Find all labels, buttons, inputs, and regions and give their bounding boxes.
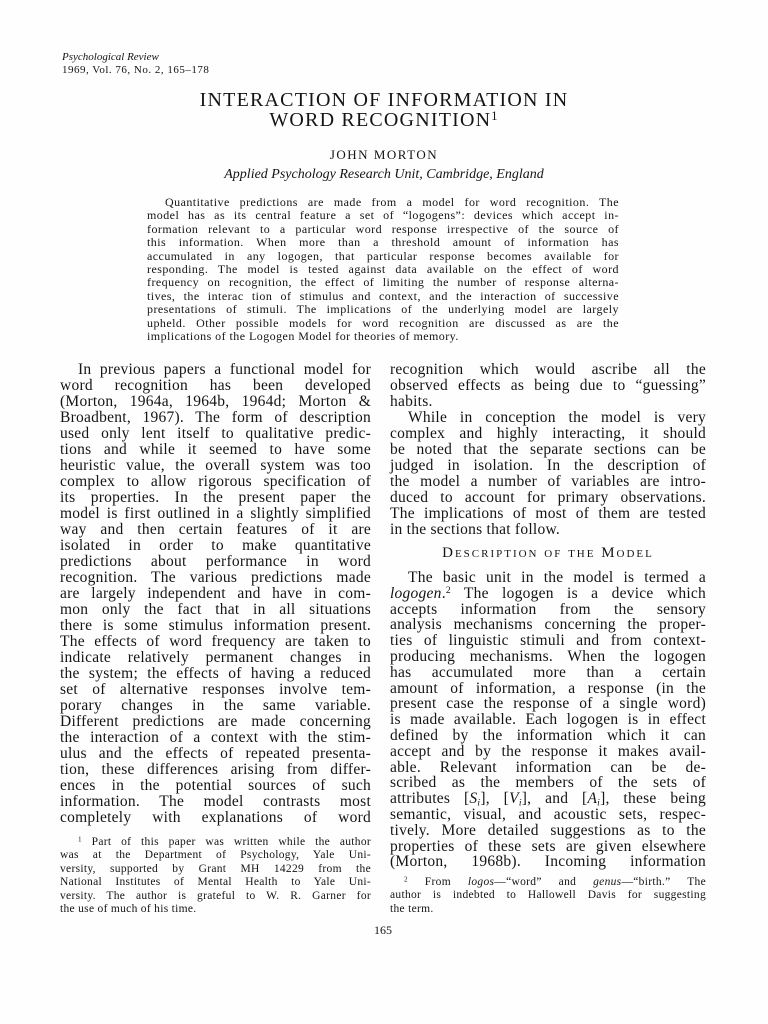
body-text-line: heuristic value, the overall system was too xyxy=(60,457,371,474)
attribute-symbol-v: V xyxy=(509,790,519,808)
body-text-line: in the sections that follow. xyxy=(390,521,561,538)
body-text-line: ties of linguistic stimuli and from context- xyxy=(390,632,706,650)
body-text-line: tions and while it seemed to have some xyxy=(60,441,371,458)
journal-header xyxy=(62,51,209,77)
title-line: INTERACTION OF INFORMATION IN xyxy=(199,89,569,111)
body-text-line: set of alternative responses involve tem- xyxy=(60,681,371,698)
body-text-line: used only lent itself to qualitative predic- xyxy=(60,425,371,442)
body-text-line: analysis mechanisms concerning the proper- xyxy=(390,616,706,634)
footnote-line xyxy=(60,836,371,849)
term-punctuation: . xyxy=(441,584,446,602)
abstract-line: presentations of stimuli. The implications of the underlying model are largely xyxy=(147,302,619,317)
body-text-line: complex to allow rigorous specification of xyxy=(60,473,371,490)
body-text-line: In previous papers a functional model for xyxy=(78,361,371,378)
author-affiliation: Applied Psychology Research Unit, Cambridge, England xyxy=(224,167,544,182)
body-text-line: ences in the potential sources of such xyxy=(60,777,371,794)
author-name: JOHN MORTON xyxy=(329,147,439,162)
body-text-line: there is some stimulus information present. xyxy=(60,617,371,634)
body-text-line: tion, these differences arising from differ- xyxy=(60,761,371,778)
term-logos: logos xyxy=(467,876,495,888)
abstract-line: Quantitative predictions are made from a model for word recognition. The xyxy=(165,195,619,209)
term-logogen: logogen xyxy=(390,584,442,602)
footnote-mark-1: 1 xyxy=(78,835,82,844)
body-text-line: able. Relevant information can be de- xyxy=(390,758,706,776)
journal-name: Psychological Review xyxy=(62,51,159,63)
body-text-line: porary changes in the same variable. xyxy=(60,697,371,714)
body-text-line: properties of these sets are given elsewhere xyxy=(390,837,706,855)
body-text-line: information. The model contrasts most xyxy=(60,793,371,810)
body-text-line: The effects of word frequency are taken to xyxy=(60,633,371,650)
footnote-line: versity. The author is grateful to W. R. Garner for xyxy=(60,889,371,902)
journal-citation: 1969, Vol. 76, No. 2, 165–178 xyxy=(62,64,210,76)
line-text: From xyxy=(407,876,468,888)
footnote-mark-2: 2 xyxy=(445,585,451,596)
body-text-line: Broadbent, 1967). The form of description xyxy=(60,409,371,426)
footnote-line: was at the Department of Psychology, Yale Uni- xyxy=(60,849,371,862)
footnote-2 xyxy=(390,876,706,916)
body-text-line: completely with explanations of word xyxy=(60,809,371,826)
body-text-line: its properties. In the present paper the xyxy=(60,489,371,506)
attribute-symbol-s: S xyxy=(469,790,478,808)
abstract-line: frequency on recognition, the effect of limiting the number of response alterna- xyxy=(147,275,619,290)
body-text-line: indicate relatively permanent changes in xyxy=(60,649,371,666)
footnote-line: versity, supported by Grant MH 14229 from the xyxy=(60,862,371,875)
body-text-line xyxy=(390,586,706,602)
footnote-line: the use of much of his time. xyxy=(60,902,197,915)
term-genus: genus xyxy=(593,876,622,888)
abstract-line: responding. The model is tested against data available on the effect of word xyxy=(147,261,619,276)
body-text-line: recognition. The various predictions made xyxy=(60,569,371,586)
body-text-line: amount of information, a response (in the xyxy=(390,679,706,697)
abstract-line: implications of the Logogen Model for theories of memory. xyxy=(147,328,459,343)
footnote-mark-2: 2 xyxy=(404,875,408,884)
abstract-line: upheld. Other possible models for word recognition are discussed as are the xyxy=(147,315,619,330)
body-text-line: observed effects as being due to “guessing” xyxy=(390,377,706,394)
body-text-line: The implications of most of them are tested xyxy=(390,505,706,522)
title-footnote-mark: 1 xyxy=(491,108,499,123)
body-text-line: Different predictions are made concerning xyxy=(60,713,371,730)
abstract-line: this information. When more than a threshold amount of information has xyxy=(147,235,619,250)
body-text-line: tively. More detailed suggestions as to the xyxy=(390,821,706,839)
body-text-line: judged in isolation. In the description of xyxy=(390,457,706,474)
body-text-line: ulus and the effects of repeated presenta- xyxy=(60,745,371,762)
body-text-line: has accumulated more than a certain xyxy=(390,663,706,681)
body-text-line: isolated in order to make quantitative xyxy=(60,537,371,554)
page-number: 165 xyxy=(374,923,392,937)
title-line xyxy=(0,110,768,130)
body-text-line: accept and by the response it makes avail- xyxy=(390,742,706,760)
line-text: —“word” and xyxy=(494,876,594,888)
body-text-line: semantic, visual, and acoustic sets, respec- xyxy=(390,805,706,823)
abstract-line: formation relevant to a particular word response irrespective of the source of xyxy=(147,221,619,236)
section-heading: Description of the Model xyxy=(442,545,654,561)
body-text-line: While in conception the model is very xyxy=(408,409,706,426)
body-text-line: predictions about performance in word xyxy=(60,553,371,570)
abstract-line: accumulated in any logogen, that particular response becomes available for xyxy=(147,248,619,263)
body-text-line: producing mechanisms. When the logogen xyxy=(390,647,706,665)
article-title xyxy=(0,90,768,130)
body-text-line: model is first outlined in a slightly simplified xyxy=(60,505,371,522)
right-column-top xyxy=(390,362,706,538)
body-text-line: (Morton, 1968b). Incoming information xyxy=(390,853,706,871)
line-text: ], these being xyxy=(600,790,707,808)
footnote-line: National Institutes of Mental Health to Yale Uni- xyxy=(60,876,371,889)
footnote-line: the term. xyxy=(390,902,434,915)
body-text-line: scribed as the members of the sets of xyxy=(390,774,706,792)
attribute-symbol-a: A xyxy=(587,790,598,808)
footnote-line xyxy=(390,876,706,889)
title-line-text: WORD RECOGNITION xyxy=(269,109,492,131)
line-text: ], [ xyxy=(480,790,510,808)
body-text-line: mon only the fact that in all situations xyxy=(60,601,371,618)
body-text-line: complex and highly interacting, it should xyxy=(390,425,706,442)
body-text-line: duced to account for primary observations. xyxy=(390,489,706,506)
body-text-line xyxy=(390,791,706,807)
line-text: The logogen is a device which xyxy=(450,584,706,602)
left-column xyxy=(60,362,371,826)
abstract-line: model has as its central feature a set of “logogens”: devices which accept in- xyxy=(147,208,619,223)
body-text-line: present case the response of a single word) xyxy=(390,695,706,713)
body-text-line: The basic unit in the model is termed a xyxy=(408,569,706,586)
body-text-line: way and then certain features of it are xyxy=(60,521,371,538)
abstract xyxy=(147,196,619,343)
body-text-line: (Morton, 1964a, 1964b, 1964d; Morton & xyxy=(60,393,371,410)
body-text-line: the system; the effects of having a reduced xyxy=(60,665,371,682)
line-text: —“birth.” The xyxy=(621,876,706,888)
body-text-line: defined by the information which it can xyxy=(390,726,706,744)
attribute-subscript: i xyxy=(477,797,481,809)
body-text-line: recognition which would ascribe all the xyxy=(390,361,706,378)
body-text-line: the model a number of variables are intro- xyxy=(390,473,706,490)
body-text-line: is made available. Each logogen is in effect xyxy=(390,711,706,729)
body-text-line: habits. xyxy=(390,393,433,410)
footnote-line: author is indebted to Hallowell Davis for suggesting xyxy=(390,889,706,902)
body-text-line: word recognition has been developed xyxy=(60,377,371,394)
line-text: attributes [ xyxy=(390,790,470,808)
right-column-section xyxy=(390,570,706,870)
abstract-line: tives, the interac tion of stimulus and context, and the interaction of successive xyxy=(147,288,619,303)
body-text-line: the interaction of a context with the stim- xyxy=(60,729,371,746)
body-text-line: be noted that the separate sections can be xyxy=(390,441,706,458)
body-text-line: are largely independent and have in com- xyxy=(60,585,371,602)
attribute-subscript: i xyxy=(597,797,601,809)
footnote-1 xyxy=(60,836,371,916)
line-text: ], and [ xyxy=(521,790,588,808)
attribute-subscript: i xyxy=(518,797,522,809)
body-text-line: accepts information from the sensory xyxy=(390,600,706,618)
line-text: Part of this paper was written while the author xyxy=(81,836,371,848)
